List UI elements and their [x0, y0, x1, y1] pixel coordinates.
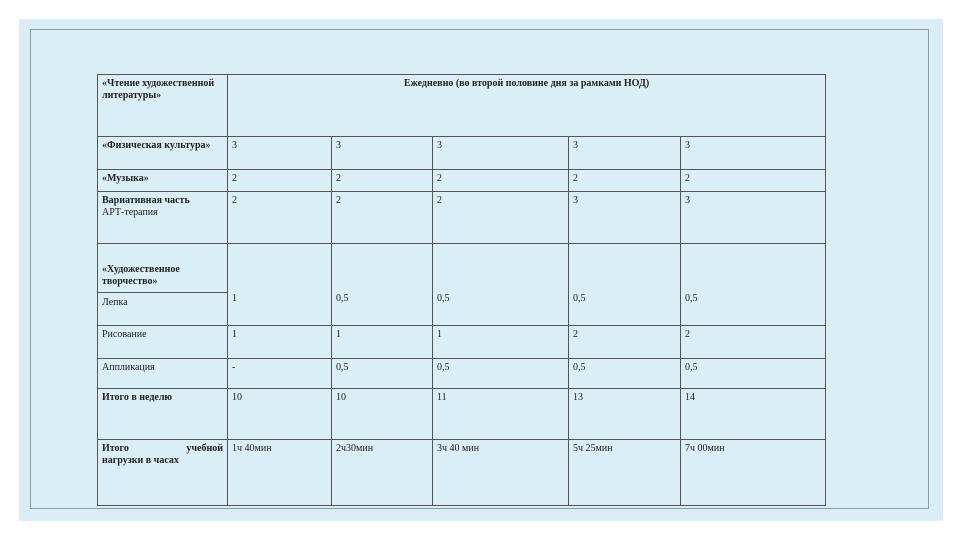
table-cell: 0,5	[569, 359, 681, 389]
row-label-b: учебной	[186, 443, 223, 454]
table-row-applique	[98, 359, 826, 389]
table-cell: 3ч 40 мин	[433, 440, 569, 506]
table-cell: 0,5	[681, 359, 826, 389]
table-cell: 14	[681, 389, 826, 440]
table-cell: 2	[681, 326, 826, 359]
table-cell: 2	[569, 326, 681, 359]
row-label-line	[102, 443, 223, 455]
table-cell: 3	[569, 137, 681, 170]
table-cell: 1	[228, 244, 332, 326]
table-cell: 10	[228, 389, 332, 440]
table-cell: 0,5	[433, 359, 569, 389]
table-cell: 0,5	[433, 244, 569, 326]
table-cell: 2	[681, 170, 826, 192]
table-cell: 3	[569, 192, 681, 244]
table-row-variative	[98, 192, 826, 244]
table-cell: 2	[228, 192, 332, 244]
table-row-drawing	[98, 326, 826, 359]
table-cell: 0,5	[332, 359, 433, 389]
row-label-a: Вариативная часть	[102, 195, 190, 206]
table-cell: 1ч 40мин	[228, 440, 332, 506]
row-label	[98, 440, 228, 506]
table-row-load-total	[98, 440, 826, 506]
row-label: «Чтение художественной литературы»	[98, 75, 228, 137]
table-cell: 3	[228, 137, 332, 170]
row-label-b: Лепка	[102, 297, 128, 308]
schedule-table	[97, 74, 826, 506]
table-cell: 13	[569, 389, 681, 440]
table-cell: 2	[433, 192, 569, 244]
table-row-art	[98, 244, 826, 326]
table-row-week-total	[98, 389, 826, 440]
row-label-a: «Художественное творчество»	[102, 264, 180, 287]
table-cell: 3	[681, 137, 826, 170]
table-row-reading	[98, 75, 826, 137]
table-cell: 0,5	[681, 244, 826, 326]
table-cell: 3	[332, 137, 433, 170]
table-cell: 0,5	[332, 244, 433, 326]
row-label: «Физическая культура»	[98, 137, 228, 170]
table-cell: 3	[681, 192, 826, 244]
row-label-c: нагрузки в часах	[102, 455, 179, 466]
table-cell: 1	[433, 326, 569, 359]
table-cell: 2	[228, 170, 332, 192]
row-label: Итого в неделю	[98, 389, 228, 440]
table-row-phys	[98, 137, 826, 170]
table-cell: 10	[332, 389, 433, 440]
table-cell: 2	[332, 170, 433, 192]
table-cell: 3	[433, 137, 569, 170]
table-cell: 7ч 00мин	[681, 440, 826, 506]
row-label-b: АРТ-терапия	[102, 207, 158, 218]
table-cell: 2	[332, 192, 433, 244]
row-label: Рисование	[98, 326, 228, 359]
table-cell: 2ч30мин	[332, 440, 433, 506]
table-cell: 1	[228, 326, 332, 359]
table-cell: 5ч 25мин	[569, 440, 681, 506]
table-cell: 2	[569, 170, 681, 192]
table-row-music	[98, 170, 826, 192]
table-cell: 2	[433, 170, 569, 192]
row-label: Аппликация	[98, 359, 228, 389]
row-label: «Музыка»	[98, 170, 228, 192]
row-label	[98, 192, 228, 244]
daily-merged-cell: Ежедневно (во второй половине дня за рамками НОД)	[228, 75, 826, 137]
table-cell: -	[228, 359, 332, 389]
row-label-a: Итого	[102, 443, 129, 454]
table-cell: 0,5	[569, 244, 681, 326]
row-label	[98, 244, 228, 326]
table-cell: 1	[332, 326, 433, 359]
table-cell: 11	[433, 389, 569, 440]
